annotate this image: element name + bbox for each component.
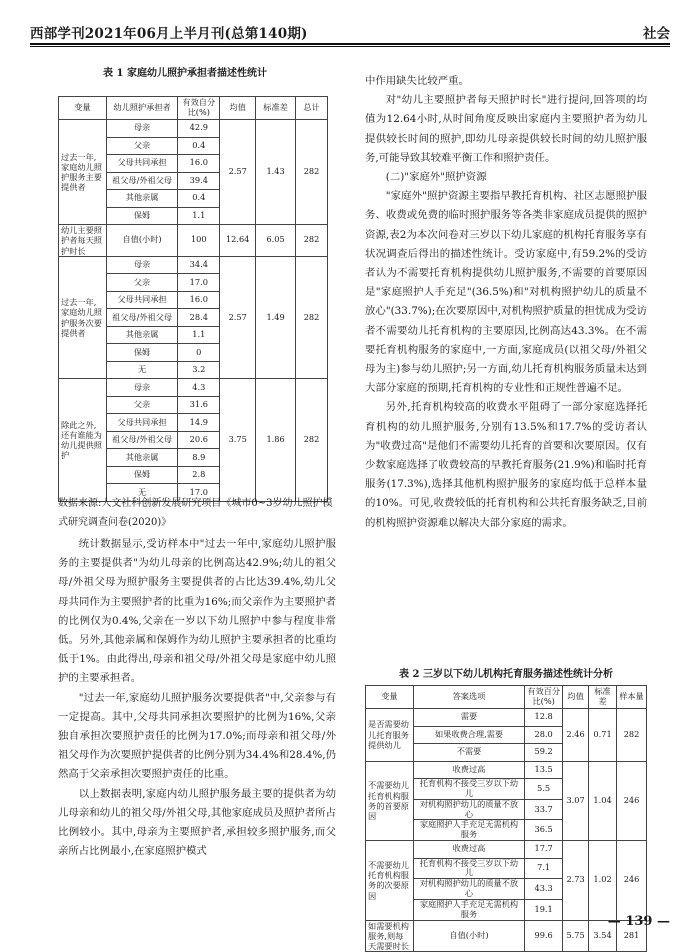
- table1-option-cell: 保姆: [106, 344, 178, 362]
- left-paragraph-2: "过去一年,家庭幼儿照护服务次要提供者"中,父亲参与有一定提高。其中,父母共同承担次要照护的比例为16%,父亲独自承担次要照护责任的比例为17.0%;而母亲和祖父母/外祖父母作为次要照护提供者的比例分别为34.4%和28.4%,仍然高于父亲承担次要照护责任的比重。: [58, 691, 336, 781]
- table1-percent-cell: 1.1: [178, 207, 220, 225]
- table2-option-cell: 需要: [413, 709, 524, 727]
- table2-option-cell: 不需要: [413, 744, 524, 762]
- table2-option-cell: 收费过高: [413, 761, 524, 779]
- table1-sd-cell: 1.86: [256, 379, 296, 502]
- table1-percent-cell: 17.0: [178, 274, 220, 292]
- table2-sd-cell: 0.71: [589, 709, 617, 762]
- table2-row: [366, 761, 647, 779]
- table1-mean-cell: 2.57: [220, 120, 256, 225]
- header-rule-thin: [30, 46, 670, 47]
- table1-caption: 表 1 家庭幼儿照护承担者描述性统计: [103, 68, 267, 79]
- table1-option-cell: 自值(小时): [106, 225, 178, 257]
- header-rule: [30, 43, 670, 45]
- table2-percent-cell: 17.7: [525, 841, 563, 859]
- table2-percent-cell: 19.1: [525, 899, 563, 920]
- table2-percent-cell: 59.2: [525, 744, 563, 762]
- table1-percent-cell: 1.1: [178, 326, 220, 344]
- table2-header-row: [366, 686, 647, 709]
- table1-percent-cell: 0.4: [178, 137, 220, 155]
- table1-percent-cell: 20.6: [178, 431, 220, 449]
- table1-percent-cell: 16.0: [178, 155, 220, 173]
- table1-variable-label: 除此之外,还有谁能为幼儿提供照护: [59, 379, 107, 502]
- table2-option-cell: 自值(小时): [413, 920, 524, 952]
- table1-option-cell: 无: [106, 361, 178, 379]
- table1-sd-cell: 1.49: [256, 256, 296, 379]
- right-paragraph-0: 中作用缺失比较严重。: [365, 75, 469, 87]
- table1-mean-cell: 12.64: [220, 225, 256, 257]
- table1-col-header: 有效自分比(%): [178, 97, 220, 120]
- table1-percent-cell: 100: [178, 225, 220, 257]
- table1-total-cell: 282: [296, 225, 328, 257]
- table1-option-cell: 其他亲属: [106, 190, 178, 208]
- table1-percent-cell: 31.6: [178, 396, 220, 414]
- table2-row: [366, 920, 647, 952]
- table1-option-cell: 母亲: [106, 256, 178, 274]
- table2-mean-cell: 2.73: [563, 841, 589, 921]
- table2-variable-label: 不需要幼儿托育机构服务的首要原因: [366, 761, 414, 841]
- table1-header-row: [59, 97, 328, 120]
- table2-col-header: 标准差: [589, 686, 617, 709]
- table2-sd-cell: 1.02: [589, 841, 617, 921]
- table2-n-cell: 246: [617, 761, 647, 841]
- table1-variable-label: 幼儿主要照护者每天照护时长: [59, 225, 107, 257]
- table1-percent-cell: 8.9: [178, 449, 220, 467]
- table1-percent-cell: 14.9: [178, 414, 220, 432]
- table1-source-note: 数据来源:人文社科创新发展研究项目《城市0~3岁幼儿照护模式研究调查问卷(2020)》: [58, 498, 333, 528]
- table1-option-cell: 父母共同承担: [106, 291, 178, 309]
- table2-n-cell: 246: [617, 841, 647, 921]
- table1-sd-cell: 1.43: [256, 120, 296, 225]
- running-header: [30, 22, 670, 42]
- table1-option-cell: 母亲: [106, 379, 178, 397]
- table2-option-cell: 对机构照护幼儿的质量不放心: [413, 879, 524, 900]
- table1-percent-cell: 3.2: [178, 361, 220, 379]
- right-paragraph-1: 对"幼儿主要照护者每天照护时长"进行提问,回答项的均值为12.64小时,从时间角度反映出家庭内主要照护者为幼儿提供较长时间的照护,即幼儿母亲提供较长时间的幼儿照护服务,可能导致其较难平衡工作和照护责任。: [365, 94, 647, 164]
- right-paragraph-3: 另外,托育机构较高的收费水平阻碍了一部分家庭选择托育机构的幼儿照护服务,分别有13.5%和17.7%的受访者认为"收费过高"是他们不需要幼儿托育的首要和次要原因。仅有少数家庭选择了收费较高的早教托育服务(21.9%)和临时托育服务(17.3%),选择其他机构照护服务的家庭均低于总样本量的10%。可见,收费较低的托育机构和公共托育服务缺乏,目前的机构照护资源难以解决大部分家庭的需求。: [365, 401, 647, 529]
- table1-percent-cell: 16.0: [178, 291, 220, 309]
- table2-percent-cell: 7.1: [525, 858, 563, 879]
- table1-percent-cell: 0.4: [178, 190, 220, 208]
- table1-row: [59, 256, 328, 274]
- table1-total-cell: 282: [296, 120, 328, 225]
- table1-option-cell: 父母共同承担: [106, 155, 178, 173]
- table1-percent-cell: 42.9: [178, 120, 220, 138]
- table2-sd-cell: 1.04: [589, 761, 617, 841]
- table2-percent-cell: 12.8: [525, 709, 563, 727]
- table1-mean-cell: 3.75: [220, 379, 256, 502]
- table1-option-cell: 父亲: [106, 396, 178, 414]
- right-paragraph-2: "家庭外"照护资源主要指早教托育机构、社区志愿照护服务、收费或免费的临时照护服务等各类非家庭成员提供的照护资源,表2为本次问卷对三岁以下幼儿家庭的机构托育服务享有状况调查后得出的描述性统计。受访家庭中,有59.2%的受访者认为不需要托育机构提供幼儿照护服务,不需要的首要原因是"家庭照护人手充足"(36.5%)和"对机构照护幼儿的质量不放心"(33.7%);在次要原因中,对机构照护质量的担忧成为受访者不需要幼儿托育机构的主要原因,比例高达43.3%。在不需要托育机构服务的家庭中,一方面,家庭成员(以祖父母/外祖父母为主)参与幼儿照护;另一方面,幼儿托育机构服务质量未达到大部分家庭的预期,托育机构的专业性和正规性普遍不足。: [365, 190, 647, 395]
- table1-option-cell: 母亲: [106, 120, 178, 138]
- journal-title: 西部学刊2021年06月上半月刊(总第140期): [30, 26, 308, 42]
- table1-col-header: 均值: [220, 97, 256, 120]
- table1-percent-cell: 2.8: [178, 466, 220, 484]
- table1-col-header: 总计: [296, 97, 328, 120]
- table2-mean-cell: 2.46: [563, 709, 589, 762]
- table2: [365, 685, 647, 952]
- table2-n-cell: 281: [617, 920, 647, 952]
- table2-option-cell: 家庭照护人手充足无需机构服务: [413, 899, 524, 920]
- table2-variable-label: 不需要幼儿托育机构服务的次要原因: [366, 841, 414, 921]
- table2-option-cell: 对机构照护幼儿的质量不放心: [413, 799, 524, 820]
- right-column-text: [365, 72, 647, 533]
- table1-option-cell: 祖父母/外祖父母: [106, 172, 178, 190]
- table1-percent-cell: 4.3: [178, 379, 220, 397]
- table2-percent-cell: 33.7: [525, 799, 563, 820]
- table1-col-header: 变量: [59, 97, 107, 120]
- table1-row: [59, 379, 328, 397]
- table1-mean-cell: 2.57: [220, 256, 256, 379]
- table2-col-header: 答案选项: [413, 686, 524, 709]
- table1-variable-label: 过去一年,家庭幼儿照护服务主要提供者: [59, 120, 107, 225]
- table1-percent-cell: 34.4: [178, 256, 220, 274]
- table2-percent-cell: 43.3: [525, 879, 563, 900]
- table2-percent-cell: 99.6: [525, 920, 563, 952]
- table1-option-cell: 父亲: [106, 274, 178, 292]
- table1-total-cell: 282: [296, 379, 328, 502]
- left-column-text: [58, 535, 336, 861]
- table1-sd-cell: 6.05: [256, 225, 296, 257]
- table1-option-cell: 无: [106, 484, 178, 502]
- table2-row: [366, 841, 647, 859]
- table2-mean-cell: 3.07: [563, 761, 589, 841]
- table2-n-cell: 282: [617, 709, 647, 762]
- table2-option-cell: 托育机构不接受三岁以下幼儿: [413, 779, 524, 800]
- table1: [58, 96, 328, 502]
- table2-col-header: 均值: [563, 686, 589, 709]
- table2-option-cell: 家庭照护人手充足无需机构服务: [413, 820, 524, 841]
- table1-percent-cell: 0: [178, 344, 220, 362]
- table1-row: [59, 120, 328, 138]
- table2-percent-cell: 28.0: [525, 726, 563, 744]
- table1-option-cell: 父母共同承担: [106, 414, 178, 432]
- section-heading: (二)"家庭外"照护资源: [385, 171, 487, 184]
- table1-percent-cell: 39.4: [178, 172, 220, 190]
- table1-col-header: 幼儿照护承担者: [106, 97, 178, 120]
- table2-variable-label: 如需要机构服务,则每天需要时长: [366, 920, 414, 952]
- table2-col-header: 有效百分比(%): [525, 686, 563, 709]
- table2-col-header: 样本量: [617, 686, 647, 709]
- table1-option-cell: 父亲: [106, 137, 178, 155]
- section-label: 社会: [643, 26, 670, 42]
- table1-percent-cell: 17.0: [178, 484, 220, 502]
- table2-percent-cell: 13.5: [525, 761, 563, 779]
- table2-row: [366, 709, 647, 727]
- table2-option-cell: 收费过高: [413, 841, 524, 859]
- table2-option-cell: 如果收费合理,需要: [413, 726, 524, 744]
- table1-row: [59, 225, 328, 257]
- table2-col-header: 变量: [366, 686, 414, 709]
- table1-option-cell: 保姆: [106, 207, 178, 225]
- table1-option-cell: 祖父母/外祖父母: [106, 309, 178, 327]
- left-paragraph-1: 统计数据显示,受访样本中"过去一年中,家庭幼儿照护服务的主要提供者"为幼儿母亲的比例高达42.9%;幼儿的祖父母/外祖父母为照护服务主要提供者的占比达39.4%,幼儿父母共同作为主要照护者的比重为16%;而父亲作为主要照护者的比例仅为0.4%,父亲在一岁以下幼儿照护中参与程度非常低。另外,其他亲属和保姆作为幼儿照护主要承担者的比重均低于1%。由此得出,母亲和祖父母/外祖父母是家庭中幼儿照护的主要承担者。: [58, 538, 336, 685]
- left-paragraph-3: 以上数据表明,家庭内幼儿照护服务最主要的提供者为幼儿母亲和幼儿的祖父母/外祖父母,其他家庭成员及照护者所占比例较小。其中,母亲为主要照护者,承担较多照护服务,而父亲所占比例最小,在家庭照护模式: [58, 787, 336, 858]
- table2-percent-cell: 36.5: [525, 820, 563, 841]
- table2-mean-cell: 5.75: [563, 920, 589, 952]
- table1-option-cell: 其他亲属: [106, 326, 178, 344]
- table1-percent-cell: 28.4: [178, 309, 220, 327]
- table2-option-cell: 托育机构不接受三岁以下幼儿: [413, 858, 524, 879]
- table2-sd-cell: 3.54: [589, 920, 617, 952]
- page-number: — 139 —: [607, 914, 670, 929]
- table2-variable-label: 是否需要幼儿托育服务提供幼儿: [366, 709, 414, 762]
- table1-col-header: 标准差: [256, 97, 296, 120]
- table1-option-cell: 保姆: [106, 466, 178, 484]
- table2-percent-cell: 5.5: [525, 779, 563, 800]
- table1-variable-label: 过去一年,家庭幼儿照护服务次要提供者: [59, 256, 107, 379]
- table1-option-cell: 其他亲属: [106, 449, 178, 467]
- table2-caption: 表 2 三岁以下幼儿机构托育服务描述性统计分析: [399, 669, 613, 680]
- table1-option-cell: 祖父母/外祖父母: [106, 431, 178, 449]
- table1-total-cell: 282: [296, 256, 328, 379]
